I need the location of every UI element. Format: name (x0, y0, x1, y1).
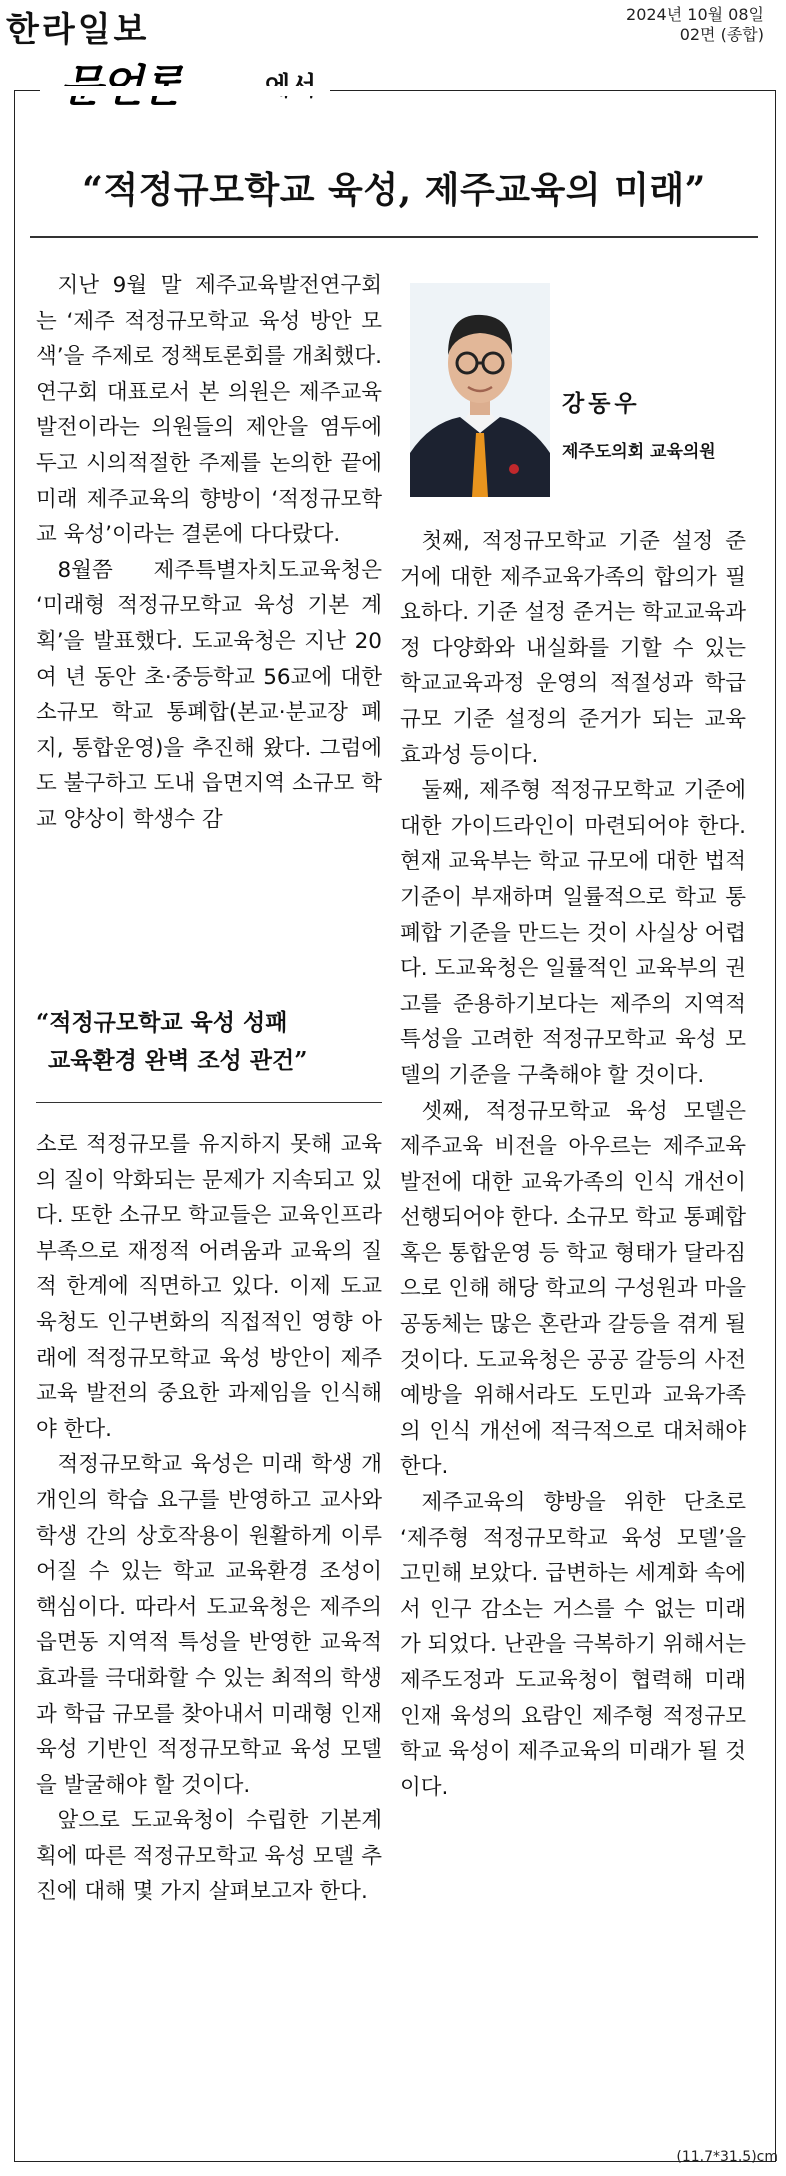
author-portrait-image (410, 283, 550, 497)
pull-quote (36, 1004, 382, 1080)
masthead (0, 0, 786, 100)
paper-name: 한라일보 (6, 10, 150, 50)
author-title: 제주도의회 교육의원 (562, 442, 716, 462)
headline: “적정규모학교 육성, 제주교육의 미래” (82, 169, 706, 211)
pull-quote-line: “적정규모학교 육성 성패 (36, 1009, 288, 1036)
paragraph: 지난 9월 말 제주교육발전연구회는 ‘제주 적정규모학교 육성 방안 모색’을 주제로 정책토론회를 개최했다. 연구회 대표로서 본 의원은 제주교육 발전이라는 의원들의 제안을 염두에 두고 시의적절한 주제를 논의한 끝에 미래 제주교육의 향방이 ‘적정규모학교 육성’이라는 결론에 다다랐다. (36, 273, 382, 548)
paragraph: 소로 적정규모를 유지하지 못해 교육의 질이 악화되는 문제가 지속되고 있다. 또한 소규모 학교들은 교육인프라 부족으로 재정적 어려움과 교육의 질적 한계에 직면하고 있다. 이제 도교육청도 인구변화의 직접적인 영향 아래에 적정규모학교 육성 방안이 제주교육 발전의 중요한 과제임을 인식해야 한다. (36, 1132, 382, 1442)
paragraph: 적정규모학교 육성은 미래 학생 개개인의 학습 요구를 반영하고 교사와 학생 간의 상호작용이 원활하게 이루어질 수 있는 학교 교육환경 조성이 핵심이다. 따라서 도교육청은 제주의 읍면동 지역적 특성을 반영한 교육적 효과를 극대화할 수 있는 최적의 학생과 학급 규모를 찾아내서 미래형 인재 육성 기반인 적정규모학교 육성 모델을 발굴해야 할 것이다. (36, 1452, 382, 1798)
paragraph: 앞으로 도교육청이 수립한 기본계획에 따른 적정규모학교 육성 모델 추진에 대해 몇 가지 살펴보고자 한다. (36, 1808, 382, 1905)
paragraph: 8월쯤 제주특별자치도교육청은 ‘미래형 적정규모학교 육성 기본 계획’을 발표했다. 도교육청은 지난 20여 년 동안 초·중등학교 56교에 대한 소규모 학교 통폐합(본교·분교장 폐지, 통합운영)을 추진해 왔다. 그럼에도 불구하고 도내 읍면지역 소규모 학교 양상이 학생수 감 (36, 557, 382, 832)
pull-quote-line: 교육환경 완벽 조성 관건” (48, 1047, 308, 1074)
publication-date: 2024년 10월 08일 (626, 5, 764, 24)
author-photo (410, 283, 550, 497)
pull-quote-divider (36, 1102, 382, 1103)
size-note: (11.7*31.5)cm (676, 2149, 778, 2165)
paragraph: 첫째, 적정규모학교 기준 설정 준거에 대한 제주교육가족의 합의가 필요하다. 기준 설정 준거는 학교교육과정 다양화와 내실화를 기할 수 있는 학교교육과정 운영의 적절성과 학급 규모 기준 설정의 준거가 되는 교육 효과성 등이다. (400, 529, 746, 768)
column-1-top (36, 268, 382, 992)
paragraph: 셋째, 적정규모학교 육성 모델은 제주교육 비전을 아우르는 제주교육 발전에 대한 교육가족의 인식 개선이 선행되어야 한다. 소규모 학교 통폐합 혹은 통합운영 등 학교 형태가 달라짐으로 인해 해당 학교의 구성원과 마을공동체는 많은 혼란과 갈등을 겪게 될 것이다. 도교육청은 공공 갈등의 사전 예방을 위해서라도 도민과 교육가족의 인식 개선에 적극적으로 대처해야 한다. (400, 1098, 746, 1480)
headline-divider (30, 236, 758, 238)
paragraph: 제주교육의 향방을 위한 단초로 ‘제주형 적정규모학교 육성 모델’을 고민해 보았다. 급변하는 세계화 속에서 인구 감소는 거스를 수 없는 미래가 되었다. 난관을 극복하기 위해서는 제주도정과 도교육청이 협력해 미래 인재 육성의 요람인 제주형 적정규모학교 육성이 제주교육의 미래가 될 것이다. (400, 1490, 746, 1800)
publication-page: 02면 (종합) (679, 25, 764, 44)
paragraph: 둘째, 제주형 적정규모학교 기준에 대한 가이드라인이 마련되어야 한다. 현재 교육부는 학교 규모에 대한 법적 기준이 부재하며 일률적으로 학교 통폐합 기준을 만드는 것이 사실상 어렵다. 도교육청은 일률적인 교육부의 권고를 준용하기보다는 제주의 지역적 특성을 고려한 적정규모학교 육성 모델의 기준을 구축해야 할 것이다. (400, 778, 746, 1088)
author-name: 강동우 (562, 391, 641, 417)
frame-gap (40, 86, 330, 96)
column-2 (400, 524, 746, 2124)
column-1-bottom (36, 1127, 382, 2127)
